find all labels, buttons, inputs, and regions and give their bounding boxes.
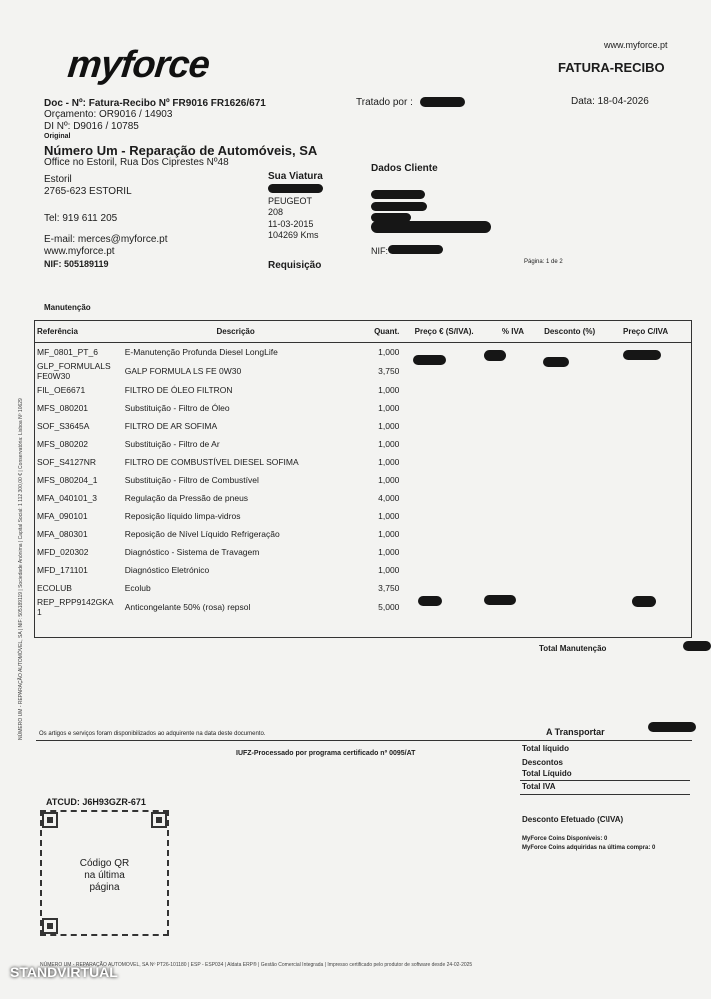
item-price — [402, 453, 485, 471]
item-discount — [540, 543, 599, 561]
item-description: Anticongelante 50% (rosa) repsol — [124, 602, 251, 612]
item-iva — [486, 435, 540, 453]
item-total — [599, 543, 692, 561]
qr-corner-icon — [42, 812, 58, 828]
item-quantity: 5,000 — [378, 602, 400, 612]
qr-corner-icon — [42, 918, 58, 934]
section-title: Manutenção — [44, 303, 91, 312]
redacted-client-nif — [388, 245, 443, 254]
item-description: FILTRO DE COMBUSTÍVEL DIESEL SOFIMA — [124, 457, 299, 467]
item-total — [599, 399, 692, 417]
item-iva — [486, 525, 540, 543]
table-row — [34, 471, 692, 489]
col-preco-civa: Preço C/IVA — [599, 320, 692, 343]
vehicle-model: 208 — [268, 207, 284, 217]
table-row — [34, 597, 692, 617]
company-web: www.myforce.pt — [44, 246, 115, 257]
item-iva — [486, 417, 540, 435]
item-reference: MFS_080204_1 — [37, 475, 98, 485]
col-iva: % IVA — [486, 320, 540, 343]
qr-text-3: página — [89, 882, 120, 893]
redacted-price-2 — [418, 596, 442, 606]
item-price — [402, 399, 485, 417]
item-discount — [540, 399, 599, 417]
item-description: Substituição - Filtro de Combustível — [124, 475, 259, 485]
page-number: Página: 1 de 2 — [524, 259, 563, 265]
item-reference: ECOLUB — [37, 583, 72, 593]
item-price — [402, 435, 485, 453]
col-quant: Quant. — [350, 320, 403, 343]
item-discount — [540, 579, 599, 597]
footer-text: NÚMERO UM - REPARAÇÃO AUTOMOVEL, SA Nº PT26-101180 | ESP - ESP034 | Aldata ERP® | Gestão Comercial Integrada | Impresso certificado pelo produtor de software desde 24-02-2025 — [40, 962, 473, 968]
disclaimer-text: Os artigos e serviços foram disponibilizados ao adquirente na data deste documento. — [39, 731, 266, 737]
item-total — [599, 561, 692, 579]
table-row — [34, 435, 692, 453]
total-liquido-label: Total líquido — [522, 744, 569, 753]
item-total — [599, 579, 692, 597]
redacted-total-manutencao — [683, 641, 711, 651]
client-title: Dados Cliente — [371, 163, 438, 174]
item-iva — [486, 471, 540, 489]
table-row — [34, 579, 692, 597]
item-quantity: 1,000 — [378, 347, 400, 357]
redacted-total-2 — [632, 596, 656, 607]
item-price — [402, 489, 485, 507]
item-description: Substituição - Filtro de Óleo — [124, 403, 230, 413]
item-iva — [486, 453, 540, 471]
item-discount — [540, 597, 599, 617]
invoice-date: Data: 18-04-2026 — [571, 96, 649, 107]
requisicao-label: Requisição — [268, 260, 322, 271]
descontos-label: Descontos — [522, 758, 563, 767]
item-iva — [486, 381, 540, 399]
di-number: DI Nº: D9016 / 10785 — [44, 121, 139, 132]
item-description: Substituição - Filtro de Ar — [124, 439, 220, 449]
item-quantity: 1,000 — [378, 565, 400, 575]
company-postal: 2765-623 ESTORIL — [44, 186, 132, 197]
table-header-row — [34, 320, 692, 343]
totals-divider-2 — [520, 794, 690, 795]
company-nif: NIF: 505189119 — [44, 259, 109, 269]
item-discount — [540, 453, 599, 471]
redacted-price-1 — [413, 355, 446, 365]
doc-number: Doc - Nº: Fatura-Recibo Nº FR9016 FR1626/671 — [44, 98, 266, 109]
items-table — [34, 320, 692, 617]
item-discount — [540, 561, 599, 579]
table-row — [34, 381, 692, 399]
item-quantity: 1,000 — [378, 547, 400, 557]
company-name: Número Um - Reparação de Automóveis, SA — [44, 143, 318, 158]
standvirtual-watermark: STANDVIRTUAL — [10, 964, 118, 980]
item-quantity: 1,000 — [378, 511, 400, 521]
item-reference: MFA_090101 — [37, 511, 88, 521]
a-transportar-label: A Transportar — [546, 727, 605, 737]
item-iva — [486, 561, 540, 579]
item-total — [599, 525, 692, 543]
item-total — [599, 435, 692, 453]
item-reference: MFS_080202 — [37, 439, 89, 449]
company-email: E-mail: merces@myforce.pt — [44, 234, 168, 245]
qr-text-2: na última — [84, 870, 125, 881]
company-city: Estoril — [44, 174, 72, 185]
qr-corner-icon — [151, 812, 167, 828]
item-reference: MFD_171101 — [37, 565, 88, 575]
vehicle-date: 11-03-2015 — [268, 219, 314, 229]
redacted-client-city — [371, 221, 491, 233]
item-description: Diagnóstico - Sistema de Travagem — [124, 547, 260, 557]
website-text: www.myforce.pt — [604, 40, 668, 50]
client-nif-label: NIF: — [371, 246, 388, 256]
item-quantity: 4,000 — [378, 493, 400, 503]
item-total — [599, 361, 692, 381]
item-price — [402, 507, 485, 525]
item-price — [402, 525, 485, 543]
item-iva — [486, 399, 540, 417]
redacted-client-address — [371, 202, 427, 211]
item-total — [599, 507, 692, 525]
redacted-client-name — [371, 190, 425, 199]
redacted-plate — [268, 184, 323, 193]
company-tel: Tel: 919 611 205 — [44, 213, 118, 224]
table-row — [34, 343, 692, 362]
vehicle-km: 104269 Kms — [268, 230, 319, 240]
divider-line — [36, 740, 692, 741]
table-row — [34, 361, 692, 381]
item-reference: FIL_OE6671 — [37, 385, 86, 395]
item-discount — [540, 507, 599, 525]
item-discount — [540, 489, 599, 507]
item-price — [402, 597, 485, 617]
atcud-label: ATCUD: J6H93GZR-671 — [46, 797, 146, 807]
item-reference: MFS_080201 — [37, 403, 89, 413]
item-iva — [486, 361, 540, 381]
item-quantity: 1,000 — [378, 403, 400, 413]
item-reference: REP_RPP9142GKA 1 — [37, 597, 114, 617]
item-reference: MFA_080301 — [37, 529, 88, 539]
item-price — [402, 543, 485, 561]
doc-type-title: FATURA-RECIBO — [558, 60, 665, 75]
redacted-total-1 — [623, 350, 661, 360]
item-discount — [540, 381, 599, 399]
qr-text-1: Código QR — [79, 858, 130, 869]
item-quantity: 1,000 — [378, 385, 400, 395]
item-discount — [540, 435, 599, 453]
table-row — [34, 489, 692, 507]
myforce-logo: myforce — [65, 44, 212, 86]
item-quantity: 3,750 — [378, 583, 400, 593]
item-reference: SOF_S4127NR — [37, 457, 97, 467]
item-description: Regulação da Pressão de pneus — [124, 493, 249, 503]
item-price — [402, 561, 485, 579]
vehicle-title: Sua Viatura — [268, 171, 323, 182]
item-description: FILTRO DE AR SOFIMA — [124, 421, 218, 431]
redacted-name — [420, 97, 465, 107]
item-description: Diagnóstico Eletrónico — [124, 565, 210, 575]
table-row — [34, 453, 692, 471]
table-row — [34, 543, 692, 561]
original-label: Original — [44, 133, 71, 140]
side-legal-text: NÚMERO UM - REPARAÇÃO AUTOMÓVEL, SA | NIF: 505189119 | Sociedade Anónima | Capital Social: 1 112 300,00 € | Conservatória: Lisboa Nº 10629 — [18, 398, 24, 740]
item-quantity: 3,750 — [378, 366, 400, 376]
item-quantity: 1,000 — [378, 439, 400, 449]
item-reference: MFA_040101_3 — [37, 493, 98, 503]
certificate-text: IUFZ-Processado por programa certificado nº 0095/AT — [236, 750, 416, 757]
item-total — [599, 381, 692, 399]
item-reference: GLP_FORMULALS FE0W30 — [37, 361, 111, 381]
tratado-por-label: Tratado por : — [356, 97, 413, 108]
item-reference: MFD_020302 — [37, 547, 89, 557]
totals-divider — [520, 780, 690, 781]
col-desconto: Desconto (%) — [540, 320, 599, 343]
item-total — [599, 417, 692, 435]
redacted-discount-1 — [543, 357, 569, 367]
item-total — [599, 489, 692, 507]
item-quantity: 1,000 — [378, 475, 400, 485]
qr-code-placeholder — [40, 810, 169, 936]
vehicle-make: PEUGEOT — [268, 196, 313, 206]
item-discount — [540, 471, 599, 489]
redacted-iva-2 — [484, 595, 516, 605]
item-price — [402, 381, 485, 399]
item-price — [402, 417, 485, 435]
item-total — [599, 453, 692, 471]
redacted-a-transportar — [648, 722, 696, 732]
item-iva — [486, 489, 540, 507]
total-manutencao-label: Total Manutenção — [539, 644, 607, 653]
orcamento-number: Orçamento: OR9016 / 14903 — [44, 109, 173, 120]
col-descricao: Descrição — [122, 320, 350, 343]
item-price — [402, 471, 485, 489]
redacted-iva-1 — [484, 350, 506, 361]
item-description: Reposição líquido limpa-vidros — [124, 511, 241, 521]
company-address: Office no Estoril, Rua Dos Ciprestes Nº48 — [44, 157, 229, 168]
table-row — [34, 561, 692, 579]
coins-adquiridas: MyForce Coins adquiridas na última compra: 0 — [522, 845, 656, 851]
item-reference: SOF_S3645A — [37, 421, 90, 431]
item-description: E-Manutenção Profunda Diesel LongLife — [124, 347, 278, 357]
col-preco: Preço € (S/IVA). — [402, 320, 485, 343]
item-description: GALP FORMULA LS FE 0W30 — [124, 366, 242, 376]
table-row — [34, 399, 692, 417]
item-discount — [540, 417, 599, 435]
item-description: Reposição de Nível Líquido Refrigeração — [124, 529, 280, 539]
item-total — [599, 471, 692, 489]
table-row — [34, 417, 692, 435]
table-row — [34, 507, 692, 525]
item-quantity: 1,000 — [378, 529, 400, 539]
item-iva — [486, 543, 540, 561]
total-liquido2-label: Total Líquido — [522, 769, 572, 778]
desconto-efetuado-label: Desconto Efetuado (C\IVA) — [522, 815, 624, 824]
item-description: FILTRO DE ÓLEO FILTRON — [124, 385, 233, 395]
item-iva — [486, 507, 540, 525]
table-row — [34, 525, 692, 543]
item-price — [402, 579, 485, 597]
item-description: Ecolub — [124, 583, 151, 593]
total-iva-label: Total IVA — [522, 782, 556, 791]
item-discount — [540, 525, 599, 543]
item-quantity: 1,000 — [378, 457, 400, 467]
item-quantity: 1,000 — [378, 421, 400, 431]
item-reference: MF_0801_PT_6 — [37, 347, 98, 357]
col-referencia: Referência — [34, 320, 122, 343]
coins-disponiveis: MyForce Coins Disponíveis: 0 — [522, 836, 608, 842]
